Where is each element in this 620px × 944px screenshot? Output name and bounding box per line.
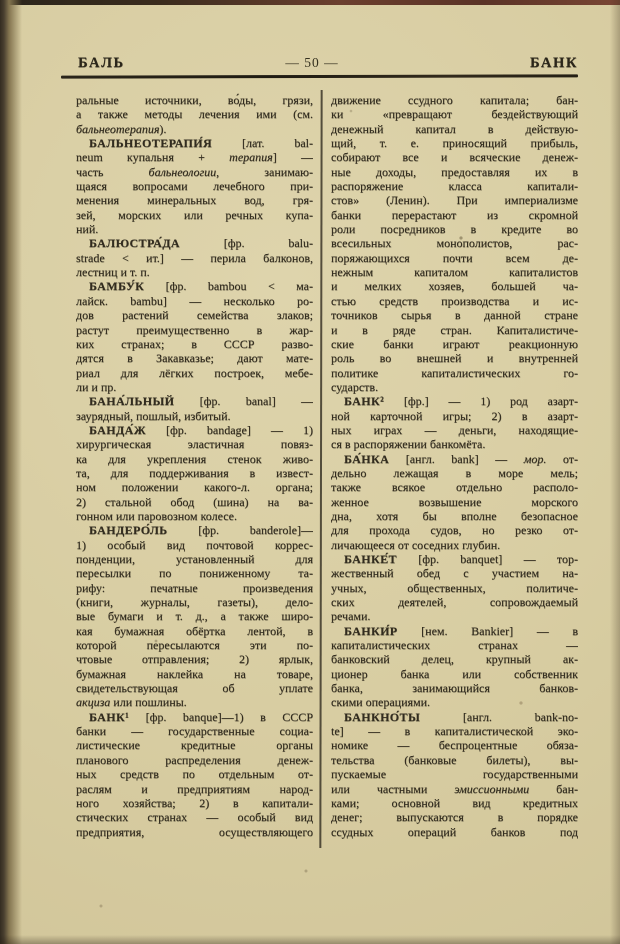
text-line: ка для укрепления стенок живо- [76, 451, 313, 466]
text-line: БАЛЮСТРА́ДА [фр. balu- [89, 236, 313, 251]
text-line: также всякое отдельно располо- [331, 480, 578, 495]
entry-continuation [331, 93, 578, 394]
dictionary-entry [76, 279, 313, 394]
text-line: зей, морских или речных купа- [76, 207, 313, 222]
text-line: (книги, журналы, газеты), дело- [76, 595, 313, 610]
dictionary-entry [331, 624, 578, 710]
text-line: банки перерастают из скромной [331, 207, 578, 222]
text-line: движение ссудного капитала; бан- [331, 93, 578, 107]
text-line: вые бумаги и т. д., а также широ- [76, 609, 313, 624]
text-line: свидетельствующая об уплате [76, 681, 313, 696]
text-line: та, для поддерживания в извест- [76, 465, 313, 480]
text-line: ционер банка или собственник [331, 666, 578, 681]
text-line: номике — беспроцентные обяза- [331, 738, 578, 753]
text-line: дятся в Закавказье; дают мате- [76, 351, 313, 366]
text-line: БАНДА́Ж [фр. bandage] — 1) [89, 422, 313, 437]
text-line: ных средств по отдельным от- [76, 767, 313, 782]
text-line: ских деятелей, сопровождаемый [331, 595, 578, 610]
text-line: жественный обед с участием на- [331, 566, 578, 581]
text-line: заурядный, пошлый, избитый. [76, 408, 231, 423]
text-column-left [76, 93, 313, 839]
dictionary-entry [331, 394, 578, 451]
text-line: раслям и предприятиям народ- [76, 781, 313, 796]
text-line: strade < ит.] — перила балконов, [76, 250, 313, 265]
text-line: ной карточной игры; 2) в азарт- [331, 408, 578, 423]
dictionary-entry [76, 523, 313, 709]
dictionary-entry [76, 394, 313, 423]
scan-edge-bottom [0, 935, 620, 944]
text-line: поряжающихся почти всем де- [331, 250, 578, 265]
text-line: БА́НКА [англ. bank] — мор. от- [344, 451, 578, 466]
text-line: банковский делец, крупный ак- [331, 652, 578, 667]
text-line: банки — государственные социа- [76, 724, 313, 739]
text-line: гонном или паровозном колесе. [76, 508, 237, 523]
text-line: денежный капитал в действую- [331, 121, 578, 136]
text-line: щий, т. е. приносящий прибыль, [331, 136, 578, 151]
text-line: кая бумажная обёртка лентой, в [76, 623, 313, 638]
text-line: БАНДЕРО́ЛЬ [фр. banderole]— [89, 523, 313, 538]
text-column-right [331, 93, 578, 839]
text-line: сударств. [331, 379, 379, 394]
text-line: 2) стальной обод (шина) на ва- [76, 494, 313, 509]
text-line: учных, общественных, политиче- [331, 580, 578, 595]
text-line: распоряжение класса капитали- [331, 179, 578, 194]
text-line: нежным капиталом капиталистов [331, 265, 578, 280]
guide-word-right: БАНК [529, 55, 578, 71]
text-line: акциза или пошлины. [76, 695, 187, 710]
text-line: всесильных монополистов, рас- [331, 236, 578, 251]
text-line: политике капиталистических го- [331, 365, 578, 380]
scan-edge-right [610, 0, 620, 944]
text-line: роли посредников в кредите во [331, 222, 578, 237]
scan-edge-left [0, 0, 22, 944]
text-line: стов» (Ленин). При империализме [331, 193, 578, 208]
text-line: ками; основной вид кредитных [331, 795, 578, 810]
guide-word-left: БАЛЬ [78, 55, 125, 71]
text-line: менения минеральных вод, гря- [76, 193, 313, 208]
text-line: 1) особый вид почтовой коррес- [76, 537, 313, 552]
text-line: дов растений семейства злаков; [76, 308, 313, 323]
text-line: часть бальнеологии, занимаю- [76, 164, 313, 179]
text-line: ральные источники, во́ды, грязи, [76, 93, 313, 107]
text-line: рифу: печатные произведения [76, 580, 313, 595]
text-line: ские банки играют реакционную [331, 336, 578, 351]
text-line: лайск. bambu] — несколько ро- [76, 293, 313, 308]
text-line: банка, занимающийся банков- [331, 681, 578, 696]
text-line: te] — в капиталистической эко- [331, 724, 578, 739]
text-line: БАНКЕ́Т [фр. banquet] — тор- [344, 552, 578, 566]
text-line: БАНКНО́ТЫ [англ. bank-no- [344, 709, 578, 724]
text-line: ких странах; в СССР разво- [76, 336, 313, 351]
text-line: которой пересылаются эти по- [76, 638, 313, 653]
dictionary-entry [76, 710, 313, 839]
text-line: собирают все и всяческие денеж- [331, 150, 578, 165]
text-line: neum купальня + терапия] — [76, 150, 313, 165]
dictionary-entry [331, 452, 578, 552]
text-line: БАНК¹ [фр. banque]—1) в СССР [89, 709, 313, 724]
text-line: скими операциями. [331, 695, 431, 710]
text-line: предприятия, осуществляющего [76, 824, 313, 839]
text-line: бумажная наклейка на товаре, [76, 666, 313, 681]
text-line: пускаемые государственными [331, 767, 578, 782]
text-line: стических странах — особый вид [76, 810, 313, 825]
running-header [0, 55, 620, 77]
text-line: БАНКИ́Р [нем. Bankier] — в [344, 623, 578, 638]
text-line: стью средств производства и ис- [331, 293, 578, 308]
text-line: личающееся от соседних глубин. [331, 537, 501, 552]
text-line: ные доходы, предоставляя их в [331, 164, 578, 179]
text-line: листические кредитные органы [76, 738, 313, 753]
text-line: точников сырья в данной стране [331, 308, 578, 323]
text-line: ли и пр. [76, 379, 117, 394]
text-line: роль во внешней и внутренней [331, 351, 578, 366]
text-line: БАМБУ́К [фр. bambou < ма- [89, 279, 313, 294]
text-line: хирургическая эластичная повяз- [76, 437, 313, 452]
text-line: пересылки по пониженному та- [76, 566, 313, 581]
dictionary-entry [76, 136, 313, 236]
text-line: БАНА́ЛЬНЫЙ [фр. banal] — [89, 394, 313, 409]
text-line: чтовые отправления; 2) ярлык, [76, 652, 313, 667]
scan-edge-top [0, 0, 620, 5]
header-rule [61, 74, 578, 78]
text-line: БАНК² [фр.] — 1) род азарт- [344, 394, 578, 409]
text-line: женное возвышение морского [331, 494, 578, 509]
text-line: ссудных операций банков под [331, 824, 578, 839]
text-line: ного хозяйства; 2) в капитали- [76, 795, 313, 810]
text-line: и мелких хозяев, большей ча- [331, 279, 578, 294]
text-line: для прохода судов, но резко от- [331, 523, 578, 538]
text-line: планового распределения денеж- [76, 752, 313, 767]
text-line: риал для лёгких построек, мебе- [76, 365, 313, 380]
text-line: ном положении какого-л. органа; [76, 480, 313, 495]
dictionary-entry [331, 552, 578, 624]
dictionary-entry [76, 423, 313, 523]
text-line: лестниц и т. п. [76, 265, 150, 280]
page-number: — 50 — [285, 55, 339, 70]
dictionary-entry [331, 710, 578, 839]
dictionary-entry [76, 236, 313, 279]
text-line: или частными эмиссионными бан- [331, 781, 578, 796]
column-divider-rule [319, 90, 322, 848]
entry-continuation [76, 93, 313, 136]
text-line: понденции, установленный для [76, 552, 313, 566]
text-line: денег; выпускаются в порядке [331, 810, 578, 825]
text-line: дельно лежащая в море мель; [331, 465, 578, 480]
text-line: БАЛЬНЕОТЕРАПИ́Я [лат. bal- [89, 136, 313, 151]
text-line: растут преимущественно в жар- [76, 322, 313, 337]
text-line: речами. [331, 609, 371, 624]
text-line: дна, хотя бы вполне безопасное [331, 508, 578, 523]
text-line: тельства (банковые билеты), вы- [331, 752, 578, 767]
text-line: а также методы лечения ими (см. [76, 107, 313, 122]
text-line: бальнеотерапия). [76, 121, 167, 136]
text-line: ний. [76, 222, 99, 237]
text-line: и в ряде стран. Капиталистиче- [331, 322, 578, 337]
text-line: ных играх — деньги, находящие- [331, 422, 578, 437]
text-line: ся в распоряжении банкомёта. [331, 437, 486, 452]
text-line: капиталистических странах — [331, 638, 578, 653]
text-line: ки «превращают бездействующий [331, 107, 578, 122]
text-line: щаяся вопросами лечебного при- [76, 179, 313, 194]
